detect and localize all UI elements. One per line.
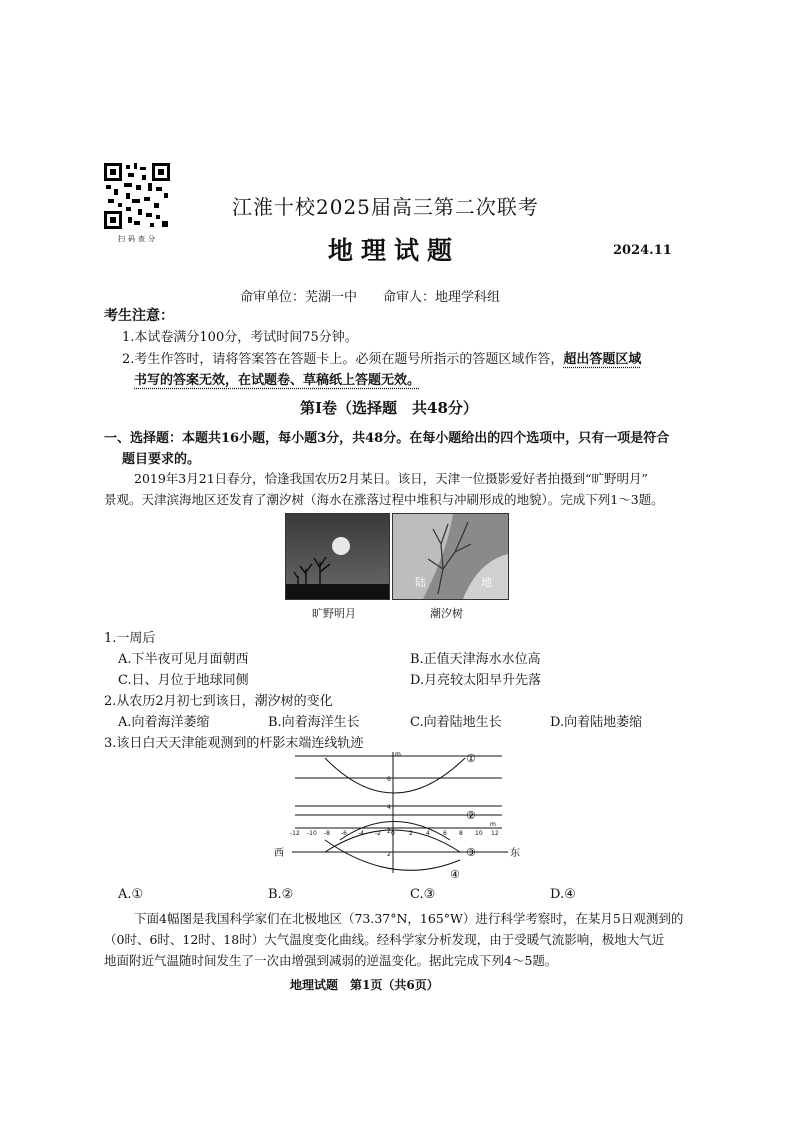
q1-option-a: A.下半夜可见月面朝西 bbox=[118, 652, 249, 667]
x-tick: -6 bbox=[341, 830, 347, 837]
page-footer: 地理试题 第1页（共6页） bbox=[290, 978, 439, 992]
photo-wilderness-moon bbox=[285, 513, 390, 600]
q3-option-a: A.① bbox=[118, 887, 144, 902]
q3-option-d: D.④ bbox=[550, 887, 576, 902]
x-tick: 12 bbox=[491, 830, 499, 837]
x-tick: 8 bbox=[459, 830, 463, 837]
x-tick: 4 bbox=[426, 830, 430, 837]
diagram-east: 东 bbox=[510, 848, 520, 859]
y-tick: 6 bbox=[387, 776, 391, 783]
x-tick-labels bbox=[290, 830, 499, 837]
passage2-line-2: （0时、6时、12时、18时）大气温度变化曲线。经科学家分析发现，由于受暖气流影响，极地大气近 bbox=[104, 932, 665, 947]
q2-option-c: C.向着陆地生长 bbox=[410, 715, 502, 730]
y-tick: 2 bbox=[387, 851, 391, 858]
photo2-caption: 潮汐树 bbox=[430, 607, 463, 620]
volume-title: 第Ⅰ卷（选择题 共48分） bbox=[300, 399, 478, 417]
x-tick: 2 bbox=[409, 830, 413, 837]
photo2-label-left: 陆 bbox=[415, 576, 426, 589]
qr-code bbox=[104, 163, 170, 229]
curve-label-1: ① bbox=[466, 752, 476, 765]
q1-option-d: D.月亮较太阳早升先落 bbox=[410, 673, 542, 688]
passage-line-2: 景观。天津滨海地区还发育了潮汐树（海水在涨落过程中堆积与冲刷形成的地貌）。完成下列1～3题。 bbox=[104, 492, 664, 507]
notice-item-1: 1.本试卷满分100分，考试时间75分钟。 bbox=[122, 330, 358, 345]
exam-title: 江淮十校2025届高三第二次联考 bbox=[232, 195, 539, 219]
q2-option-d: D.向着陆地萎缩 bbox=[550, 715, 643, 730]
notice-item-2-cont: 书写的答案无效，在试题卷、草稿纸上答题无效。 bbox=[134, 373, 421, 388]
q3-option-c: C.③ bbox=[410, 887, 436, 902]
shadow-trajectory-diagram bbox=[270, 748, 530, 888]
x-tick: -8 bbox=[324, 830, 330, 837]
diagram-unit-x: m bbox=[490, 821, 496, 828]
section-intro-cont: 题目要求的。 bbox=[122, 452, 201, 467]
y-tick: 4 bbox=[387, 804, 391, 811]
diagram-unit-y: m bbox=[395, 751, 401, 758]
q3-stem: 3.该日白天天津能观测到的杆影末端连线轨迹 bbox=[104, 736, 364, 751]
q1-stem: 1.一周后 bbox=[104, 631, 156, 646]
photo2-label-right: 地 bbox=[481, 576, 492, 589]
q3-option-b: B.② bbox=[268, 887, 294, 902]
diagram-west: 西 bbox=[274, 848, 284, 859]
q1-option-b: B.正值天津海水水位高 bbox=[410, 652, 541, 667]
x-tick: 0 bbox=[391, 830, 395, 837]
x-tick: 10 bbox=[475, 830, 483, 837]
photo-tidal-tree bbox=[392, 513, 509, 600]
x-tick: 6 bbox=[443, 830, 447, 837]
q2-option-a: A.向着海洋萎缩 bbox=[118, 715, 210, 730]
passage2-line-3: 地面附近气温随时间发生了一次由增强到减弱的逆温变化。据此完成下列4～5题。 bbox=[104, 953, 558, 968]
exam-date: 2024.11 bbox=[613, 243, 672, 258]
notice-item-2: 2.考生作答时，请将答案答在答题卡上。必须在题号所指示的答题区域作答，超出答题区域 bbox=[122, 352, 642, 367]
authors: 命审单位：芜湖一中 命审人：地理学科组 bbox=[240, 290, 501, 305]
curve-label-2: ② bbox=[466, 809, 476, 822]
curve-label-3: ③ bbox=[466, 846, 476, 859]
section-intro: 一、选择题：本题共16小题，每小题3分，共48分。在每小题给出的四个选项中，只有一项是符合 bbox=[104, 431, 670, 446]
passage-line-1: 2019年3月21日春分，恰逢我国农历2月某日。该日，天津一位摄影爱好者拍摄到“旷野明月” bbox=[134, 471, 648, 486]
subject-title: 地理试题 bbox=[328, 236, 461, 265]
x-tick: -2 bbox=[375, 830, 381, 837]
y-tick: 2 bbox=[387, 828, 391, 835]
notice-heading: 考生注意： bbox=[104, 308, 174, 324]
x-tick: -10 bbox=[307, 830, 317, 837]
x-tick: -4 bbox=[358, 830, 364, 837]
x-tick: -12 bbox=[290, 830, 300, 837]
photo1-caption: 旷野明月 bbox=[312, 607, 356, 620]
q2-option-b: B.向着海洋生长 bbox=[268, 715, 360, 730]
qr-caption: 扫码查分 bbox=[118, 235, 158, 243]
curve-label-4: ④ bbox=[450, 868, 460, 881]
q1-option-c: C.日、月位于地球同侧 bbox=[118, 673, 249, 688]
q2-stem: 2.从农历2月初七到该日，潮汐树的变化 bbox=[104, 694, 333, 709]
passage2-line-1: 下面4幅图是我国科学家们在北极地区（73.37°N，165°W）进行科学考察时，在某月5日观测到的 bbox=[134, 911, 684, 926]
